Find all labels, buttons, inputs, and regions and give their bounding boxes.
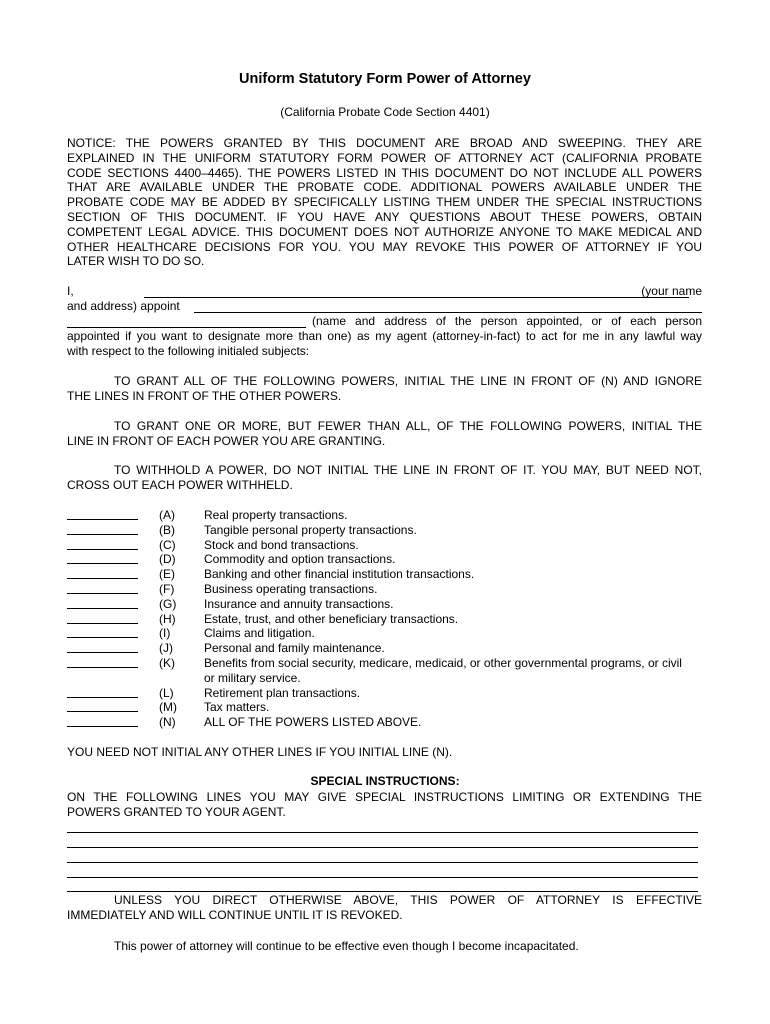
notice-line: PROBATE CODE MAY BE ADDED BY SPECIFICALLY LISTING THEM UNDER THE SPECIAL INSTRUCTIONS bbox=[67, 195, 702, 210]
power-letter: (B) bbox=[159, 522, 175, 537]
initial-field[interactable] bbox=[67, 667, 138, 668]
agent-label: (name and address of the person appointed, or of each person bbox=[312, 314, 702, 328]
special-instructions-field[interactable] bbox=[67, 877, 698, 878]
initial-field[interactable] bbox=[67, 519, 138, 520]
power-item bbox=[67, 597, 707, 612]
effective-paragraph bbox=[67, 893, 702, 923]
your-name-label: (your name bbox=[641, 284, 702, 298]
principal-label: I, bbox=[67, 284, 74, 298]
document-title: Uniform Statutory Form Power of Attorney bbox=[239, 71, 531, 87]
special-instructions-line: POWERS GRANTED TO YOUR AGENT. bbox=[67, 804, 286, 819]
initial-field[interactable] bbox=[67, 549, 138, 550]
grant-all-line: TO GRANT ALL OF THE FOLLOWING POWERS, INITIAL THE LINE IN FRONT OF (N) AND IGNORE bbox=[114, 374, 702, 388]
power-item bbox=[67, 508, 707, 523]
power-item bbox=[67, 552, 707, 567]
initial-field[interactable] bbox=[67, 711, 138, 712]
principal-line bbox=[67, 284, 702, 300]
appointment-paragraph bbox=[67, 329, 702, 359]
effective-line: IMMEDIATELY AND WILL CONTINUE UNTIL IT IS REVOKED. bbox=[67, 907, 403, 922]
notice-line: SECTION OF THIS DOCUMENT. IF YOU HAVE ANY QUESTIONS ABOUT THESE POWERS, OBTAIN bbox=[67, 209, 702, 224]
initial-field[interactable] bbox=[67, 608, 138, 609]
notice-line: CODE SECTIONS 4400–4465). THE POWERS LISTED IN THIS DOCUMENT DO NOT INCLUDE ALL POWERS bbox=[67, 165, 702, 180]
power-letter: (F) bbox=[159, 581, 175, 596]
power-text: Benefits from social security, medicare, medicaid, or other governmental programs, or civil or military service. bbox=[204, 655, 682, 685]
special-instructions-paragraph bbox=[67, 790, 702, 820]
power-letter: (G) bbox=[159, 596, 177, 611]
special-instructions-field[interactable] bbox=[67, 832, 698, 833]
grant-all-line: THE LINES IN FRONT OF THE OTHER POWERS. bbox=[67, 388, 342, 403]
initial-field[interactable] bbox=[67, 652, 138, 653]
initial-field[interactable] bbox=[67, 593, 138, 594]
initial-field[interactable] bbox=[67, 534, 138, 535]
power-item bbox=[67, 567, 707, 582]
power-item bbox=[67, 626, 707, 641]
power-text: Stock and bond transactions. bbox=[204, 537, 359, 552]
appoint-label: and address) appoint bbox=[67, 299, 180, 313]
special-instructions-heading: SPECIAL INSTRUCTIONS: bbox=[310, 774, 460, 788]
notice-line: NOTICE: THE POWERS GRANTED BY THIS DOCUMENT ARE BROAD AND SWEEPING. THEY ARE bbox=[67, 136, 702, 150]
appointment-line: appointed if you want to designate more than one) as my agent (attorney-in-fact) to act for me in any lawful way bbox=[67, 329, 702, 343]
power-letter: (A) bbox=[159, 508, 175, 522]
notice-paragraph bbox=[67, 136, 702, 269]
power-item bbox=[67, 538, 707, 553]
power-text: Personal and family maintenance. bbox=[204, 641, 385, 656]
powers-list bbox=[67, 508, 707, 730]
grant-all-paragraph bbox=[67, 374, 702, 404]
power-text: Real property transactions. bbox=[204, 508, 348, 522]
power-letter: (I) bbox=[159, 626, 171, 641]
power-letter: (M) bbox=[159, 700, 177, 715]
agent-line bbox=[67, 314, 702, 330]
power-letter: (C) bbox=[159, 537, 176, 552]
effective-line: UNLESS YOU DIRECT OTHERWISE ABOVE, THIS POWER OF ATTORNEY IS EFFECTIVE bbox=[114, 893, 702, 907]
initial-field[interactable] bbox=[67, 637, 138, 638]
document-subtitle: (California Probate Code Section 4401) bbox=[280, 105, 490, 119]
initial-field[interactable] bbox=[67, 623, 138, 624]
power-letter: (H) bbox=[159, 611, 176, 626]
notice-line: COMPETENT LEGAL ADVICE. THIS DOCUMENT DOES NOT AUTHORIZE ANYONE TO MAKE MEDICAL AND bbox=[67, 224, 702, 239]
power-item bbox=[67, 582, 707, 597]
power-item bbox=[67, 715, 707, 730]
power-text: ALL OF THE POWERS LISTED ABOVE. bbox=[204, 715, 422, 730]
special-instructions-line: ON THE FOLLOWING LINES YOU MAY GIVE SPECIAL INSTRUCTIONS LIMITING OR EXTENDING THE bbox=[67, 790, 702, 804]
grant-some-line: LINE IN FRONT OF EACH POWER YOU ARE GRANTING. bbox=[67, 433, 386, 448]
power-letter: (L) bbox=[159, 685, 174, 700]
notice-line: EXPLAINED IN THE UNIFORM STATUTORY FORM POWER OF ATTORNEY ACT (CALIFORNIA PROBATE bbox=[67, 150, 702, 165]
need-not-initial-text: YOU NEED NOT INITIAL ANY OTHER LINES IF YOU INITIAL LINE (N). bbox=[67, 745, 453, 759]
notice-line: THAT ARE AVAILABLE UNDER THE PROBATE CODE. ADDITIONAL POWERS AVAILABLE UNDER THE bbox=[67, 180, 702, 195]
incapacity-text: This power of attorney will continue to be effective even though I become incapacitated. bbox=[114, 939, 579, 953]
initial-field[interactable] bbox=[67, 726, 138, 727]
withhold-line: TO WITHHOLD A POWER, DO NOT INITIAL THE LINE IN FRONT OF IT. YOU MAY, BUT NEED NOT, bbox=[114, 463, 702, 477]
power-item bbox=[67, 686, 707, 701]
power-item bbox=[67, 656, 707, 686]
special-instructions-field[interactable] bbox=[67, 862, 698, 863]
power-letter: (E) bbox=[159, 567, 175, 582]
agent-name-field[interactable] bbox=[194, 312, 702, 313]
appoint-line bbox=[67, 299, 702, 315]
power-text: Tangible personal property transactions. bbox=[204, 522, 417, 537]
power-letter: (J) bbox=[159, 641, 173, 656]
power-item bbox=[67, 700, 707, 715]
withhold-paragraph bbox=[67, 463, 702, 493]
initial-field[interactable] bbox=[67, 563, 138, 564]
initial-field[interactable] bbox=[67, 578, 138, 579]
power-text: Banking and other financial institution transactions. bbox=[204, 567, 475, 582]
power-text: Tax matters. bbox=[204, 700, 270, 715]
notice-line: OTHER HEALTHCARE DECISIONS FOR YOU. YOU MAY REVOKE THIS POWER OF ATTORNEY IF YOU bbox=[67, 239, 702, 254]
power-text: Estate, trust, and other beneficiary transactions. bbox=[204, 611, 459, 626]
appointment-line: with respect to the following initialed subjects: bbox=[67, 343, 310, 358]
special-instructions-field[interactable] bbox=[67, 891, 698, 892]
notice-line: LATER WISH TO DO SO. bbox=[67, 254, 205, 269]
power-text: Retirement plan transactions. bbox=[204, 685, 361, 700]
power-text: Claims and litigation. bbox=[204, 626, 315, 641]
grant-some-line: TO GRANT ONE OR MORE, BUT FEWER THAN ALL, OF THE FOLLOWING POWERS, INITIAL THE bbox=[114, 419, 702, 433]
power-item bbox=[67, 641, 707, 656]
withhold-line: CROSS OUT EACH POWER WITHHELD. bbox=[67, 477, 293, 492]
power-item bbox=[67, 612, 707, 627]
principal-name-field[interactable] bbox=[144, 297, 689, 298]
power-text: Insurance and annuity transactions. bbox=[204, 596, 394, 611]
power-letter: (N) bbox=[159, 715, 176, 730]
power-text: Commodity and option transactions. bbox=[204, 552, 396, 567]
initial-field[interactable] bbox=[67, 697, 138, 698]
agent-address-field[interactable] bbox=[67, 327, 306, 328]
power-item bbox=[67, 523, 707, 538]
power-text: Business operating transactions. bbox=[204, 581, 378, 596]
special-instructions-field[interactable] bbox=[67, 847, 698, 848]
power-letter: (K) bbox=[159, 655, 175, 670]
power-letter: (D) bbox=[159, 552, 176, 567]
grant-some-paragraph bbox=[67, 419, 702, 449]
